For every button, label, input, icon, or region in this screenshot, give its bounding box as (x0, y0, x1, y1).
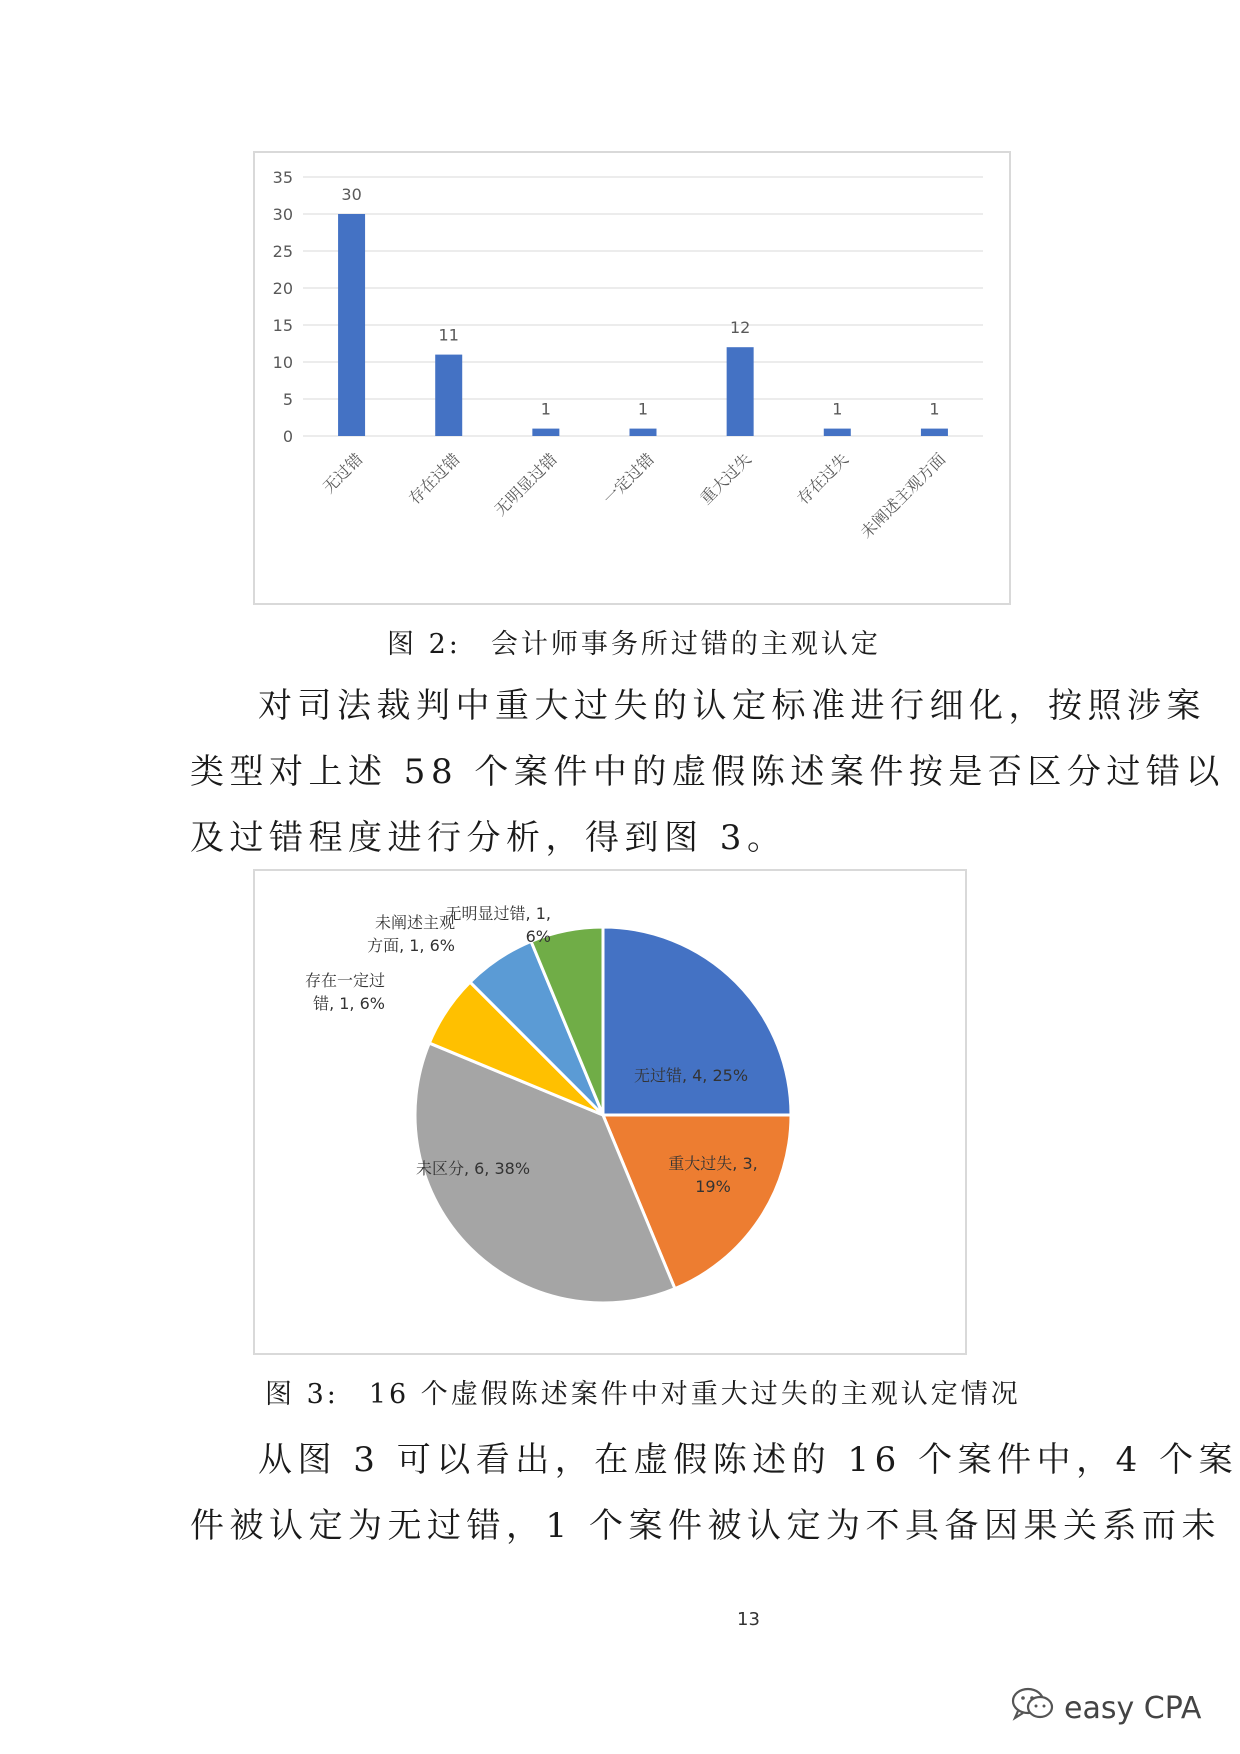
slice-label: 存在一定过 (304, 971, 385, 990)
x-tick-label: 无明显过错 (490, 449, 561, 520)
pie-slice (603, 927, 791, 1115)
y-tick-label: 15 (272, 316, 293, 335)
bar (338, 214, 365, 436)
data-label: 30 (341, 185, 362, 204)
slice-label: 无过错, 4, 25% (633, 1066, 749, 1085)
bar (630, 429, 657, 436)
paragraph-line: 及过错程度进行分析，得到图 3。 (190, 818, 787, 858)
bar (921, 429, 948, 436)
y-tick-label: 0 (282, 427, 293, 446)
data-label: 1 (637, 399, 649, 419)
slice-label: 方面, 1, 6% (367, 936, 455, 955)
paragraph-line: 从图 3 可以看出，在虚假陈述的 16 个案件中，4 个案 (258, 1440, 1239, 1480)
slice-label: 无明显过错, 1, (445, 904, 551, 923)
paragraph-line: 件被认定为无过错，1 个案件被认定为不具备因果关系而未 (190, 1506, 1221, 1546)
slice-label: 19% (695, 1177, 731, 1196)
paragraph-line: 类型对上述 58 个案件中的虚假陈述案件按是否区分过错以 (190, 752, 1225, 792)
data-label: 11 (438, 325, 459, 345)
bar (532, 429, 559, 436)
bar (435, 355, 462, 436)
y-tick-label: 10 (272, 353, 293, 372)
slice-label: 未区分, 6, 38% (415, 1159, 531, 1178)
watermark (1010, 1685, 1201, 1731)
x-tick-label: 存在过失 (793, 449, 853, 509)
x-tick-label: 未阐述主观方面 (856, 449, 950, 543)
x-tick-label: 重大过失 (696, 449, 755, 509)
data-label: 1 (540, 399, 551, 419)
slice-label: 6% (525, 927, 551, 946)
y-tick-label: 30 (272, 205, 293, 224)
x-tick-label: 存在过错 (404, 449, 464, 509)
data-label: 12 (729, 318, 751, 338)
bar-chart (255, 153, 1009, 603)
bar (727, 347, 754, 436)
pie-chart (255, 871, 965, 1353)
x-tick-label: 无过错 (319, 449, 367, 497)
figure3-caption: 图 3: 16 个虚假陈述案件中对重大过失的主观认定情况 (265, 1379, 1021, 1410)
data-label: 1 (929, 399, 940, 419)
y-tick-label: 5 (282, 390, 293, 409)
y-tick-label: 25 (272, 242, 293, 261)
paragraph-line: 对司法裁判中重大过失的认定标准进行细化，按照涉案 (258, 686, 1206, 726)
slice-label: 重大过失, 3, (668, 1154, 758, 1173)
watermark-text: easy CPA (1064, 1690, 1202, 1726)
bar-chart-frame (253, 151, 1011, 605)
wechat-icon (1010, 1685, 1056, 1731)
y-tick-label: 20 (272, 279, 293, 298)
paragraph-2 (190, 1427, 1239, 1559)
paragraph-1 (190, 673, 1225, 871)
data-label: 1 (832, 399, 843, 419)
slice-label: 错, 1, 6% (313, 994, 385, 1013)
bar (824, 429, 851, 436)
x-tick-label: 一定过错 (599, 449, 658, 509)
figure2-caption: 图 2: 会计师事务所过错的主观认定 (387, 629, 881, 660)
page-number: 13 (737, 1609, 760, 1630)
slice-label: 未阐述主观 (374, 913, 455, 932)
pie-chart-frame (253, 869, 967, 1355)
y-tick-label: 35 (272, 168, 293, 187)
